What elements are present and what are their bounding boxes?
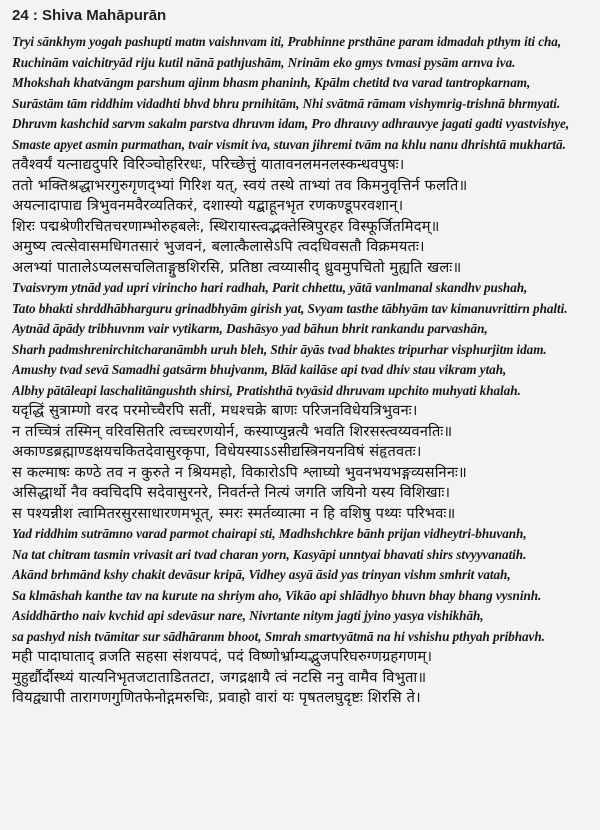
transliteration-line: Akānd brhmānd kshy chakit devāsur kripā, Vidhey asyā āsid yas trinyan vishm smhrit vatah, [12,567,511,582]
transliteration-line: Sa klmāshah kanthe tav na kurute na shriym aho, Vikāo api shlādhyo bhuvn bhay bhang vysninh. [12,587,542,603]
sanskrit-verse-line: ततो भक्तिश्रद्धाभरगुरुगृणद्‌भ्यां गिरिश यत्, स्वयं तस्थे ताभ्यां तव किमनुवृत्तिर्न फलति॥ [12,176,468,194]
page-header: 24 : Shiva Mahāpurān [12,7,167,24]
transliteration-line: Surāstām tām riddhim vidadhti bhvd bhru prnihitām, Nhi svātmā rāmam vishymrig-trishnā bhrmyati. [12,95,561,111]
transliteration-line: Asiddhārtho naiv kvchid api sdevāsur nare, Nivrtante nitym jagti jyino yasya vishikhāh, [12,608,484,623]
transliteration-line: Tvaisvrym ytnād yad upri virincho hari radhah, Parit chhettu, yātā vanlmanal skandhv pushah, [12,280,528,295]
sanskrit-verse-line: अमुष्य त्वत्सेवासमधिगतसारं भुजवनं, बलात्कैलासेऽपि त्वदधिवसतौ विक्रमयतः। [12,238,425,255]
sanskrit-verse-line: असिद्धार्थो नैव क्वचिदपि सदेवासुरनरे, निवर्तन्ते नित्यं जगति जयिनो यस्य विशिखाः। [12,484,451,501]
transliteration-line: Smaste apyet asmin purmathan, tvair vismit iva, stuvan jihremi tvām na khlu nanu dhrishtā mukhartā. [12,136,566,152]
verse-text-block [12,32,590,709]
transliteration-line: Amushy tvad sevā Samadhi gatsārm bhujvanm, Blād kailāse api tvad dhiv stau vikram ytah, [12,362,507,377]
sanskrit-verse-line: स पश्यन्नीश त्वामितरसुरसाधारणमभूत्, स्मरः स्मर्तव्यात्मा न हि वशिषु पथ्यः परिभवः॥ [12,504,456,522]
sanskrit-verse-line: स कल्माषः कण्ठे तव न कुरुते न श्रियमहो, विकारोऽपि श्लाघ्यो भुवनभयभङ्गव्यसनिनः॥ [12,463,468,481]
transliteration-line: Ruchinām vaichitryād riju kutil nānā pathjushām, Nrinām eko gmys tvmasi pysām arnva iva. [12,54,516,70]
sanskrit-verse-line: अकाण्डब्रह्माण्डक्षयचकितदेवासुरकृपा, विधेयस्याऽऽसीद्यस्त्रिनयनविषं संहृतवतः। [12,443,422,460]
sanskrit-verse-line: मही पादाघाताद् व्रजति सहसा संशयपदं, पदं विष्णोर्भ्राम्यद्भुजपरिघरुग्णग्रहगणम्। [12,648,433,665]
sanskrit-verse-line: तवैश्वर्यं यत्नाद्यदुपरि विरिञ्चोहरिरधः, परिच्छेत्तुं यातावनलमनलस्कन्धवपुषः। [12,156,405,173]
sanskrit-verse-line: मुहुर्द्यौर्दौस्थ्यं यात्यनिभृतजटाताडिततटा, जगद्रक्षायै त्वं नटसि ननु वामैव विभुता॥ [12,668,427,686]
sanskrit-verse-line: यदृद्धिं सुत्राम्णो वरद परमोच्चैरपि सतीं, मधश्चक्रे बाणः परिजनविधेयत्रिभुवनः। [12,402,418,419]
transliteration-line: sa pashyd nish tvāmitar sur sādhāranm bhoot, Smrah smartvyātmā na hi vshishu pthyah pribhavh. [12,628,545,644]
sanskrit-verse-line: अयत्नादापाद्य त्रिभुवनमवैरव्यतिकरं, दशास्यो यद्बाहूनभृत रणकण्डूपरवशान्। [12,197,404,214]
transliteration-line: Dhruvm kashchid sarvm sakalm parstva dhruvm idam, Pro dhrauvy adhrauvye jagati gadti vyastvishye, [12,116,570,131]
transliteration-line: Yad riddhim sutrāmno varad parmot chairapi sti, Madhshchkre bānh prijan vidheytri-bhuvanh, [12,526,527,541]
sanskrit-verse-line: शिरः पद्मश्रेणीरचितचरणाम्भोरुहबलेः, स्थिरायास्त्वद्भक्तेस्त्रिपुरहर विस्फूर्जितमिदम्॥ [12,217,440,235]
transliteration-line: Sharh padmshrenirchitcharanāmbh uruh bleh, Sthir āyās tvad bhaktes tripurhar visphurjitm idam. [12,341,547,357]
transliteration-line: Mhokshah khatvāngm parshum ajinm bhasm phaninh, Kpālm chetitd tva varad tantropkarnam, [12,75,531,90]
transliteration-line: Albhy pātāleapi laschalitāngushth shirsi, Pratishthā tvyāsid dhruvam upchito muhyati khalah. [12,382,521,398]
sanskrit-verse-line: न तच्चित्रं तस्मिन् वरिवसितरि त्वच्चरणयोर्न, कस्याप्युन्नत्यै भवति शिरसस्त्वय्यवनतिः॥ [12,422,453,440]
transliteration-line: Tato bhakti shrddhābharguru grinadbhyām girish yat, Svyam tasthe tābhyām tav kimanuvrittirn phalti. [12,300,568,316]
sanskrit-verse-line: वियद्व्यापी तारागणगुणितफेनोद्गमरुचिः, प्रवाहो वारां यः पृषतलघुदृष्टः शिरसि ते। [12,689,421,706]
sanskrit-verse-line: अलभ्यां पातालेऽप्यलसचलिताङ्गुष्ठशिरसि, प्रतिष्ठा त्वय्यासीद् ध्रुवमुपचितो मुह्यति खलः॥ [12,258,462,276]
transliteration-line: Aytnād āpādy tribhuvnm vair vytikarm, Dashāsyo yad bāhun bhrit rankandu parvashān, [12,321,488,336]
transliteration-line: Tryi sānkhym yogah pashupti matm vaishnvam iti, Prabhinne prsthāne param idmadah pthym iti cha, [12,34,562,49]
transliteration-line: Na tat chitram tasmin vrivasit ari tvad charan yorn, Kasyāpi unntyai bhavati shirs stvyyvanatih. [12,546,527,562]
